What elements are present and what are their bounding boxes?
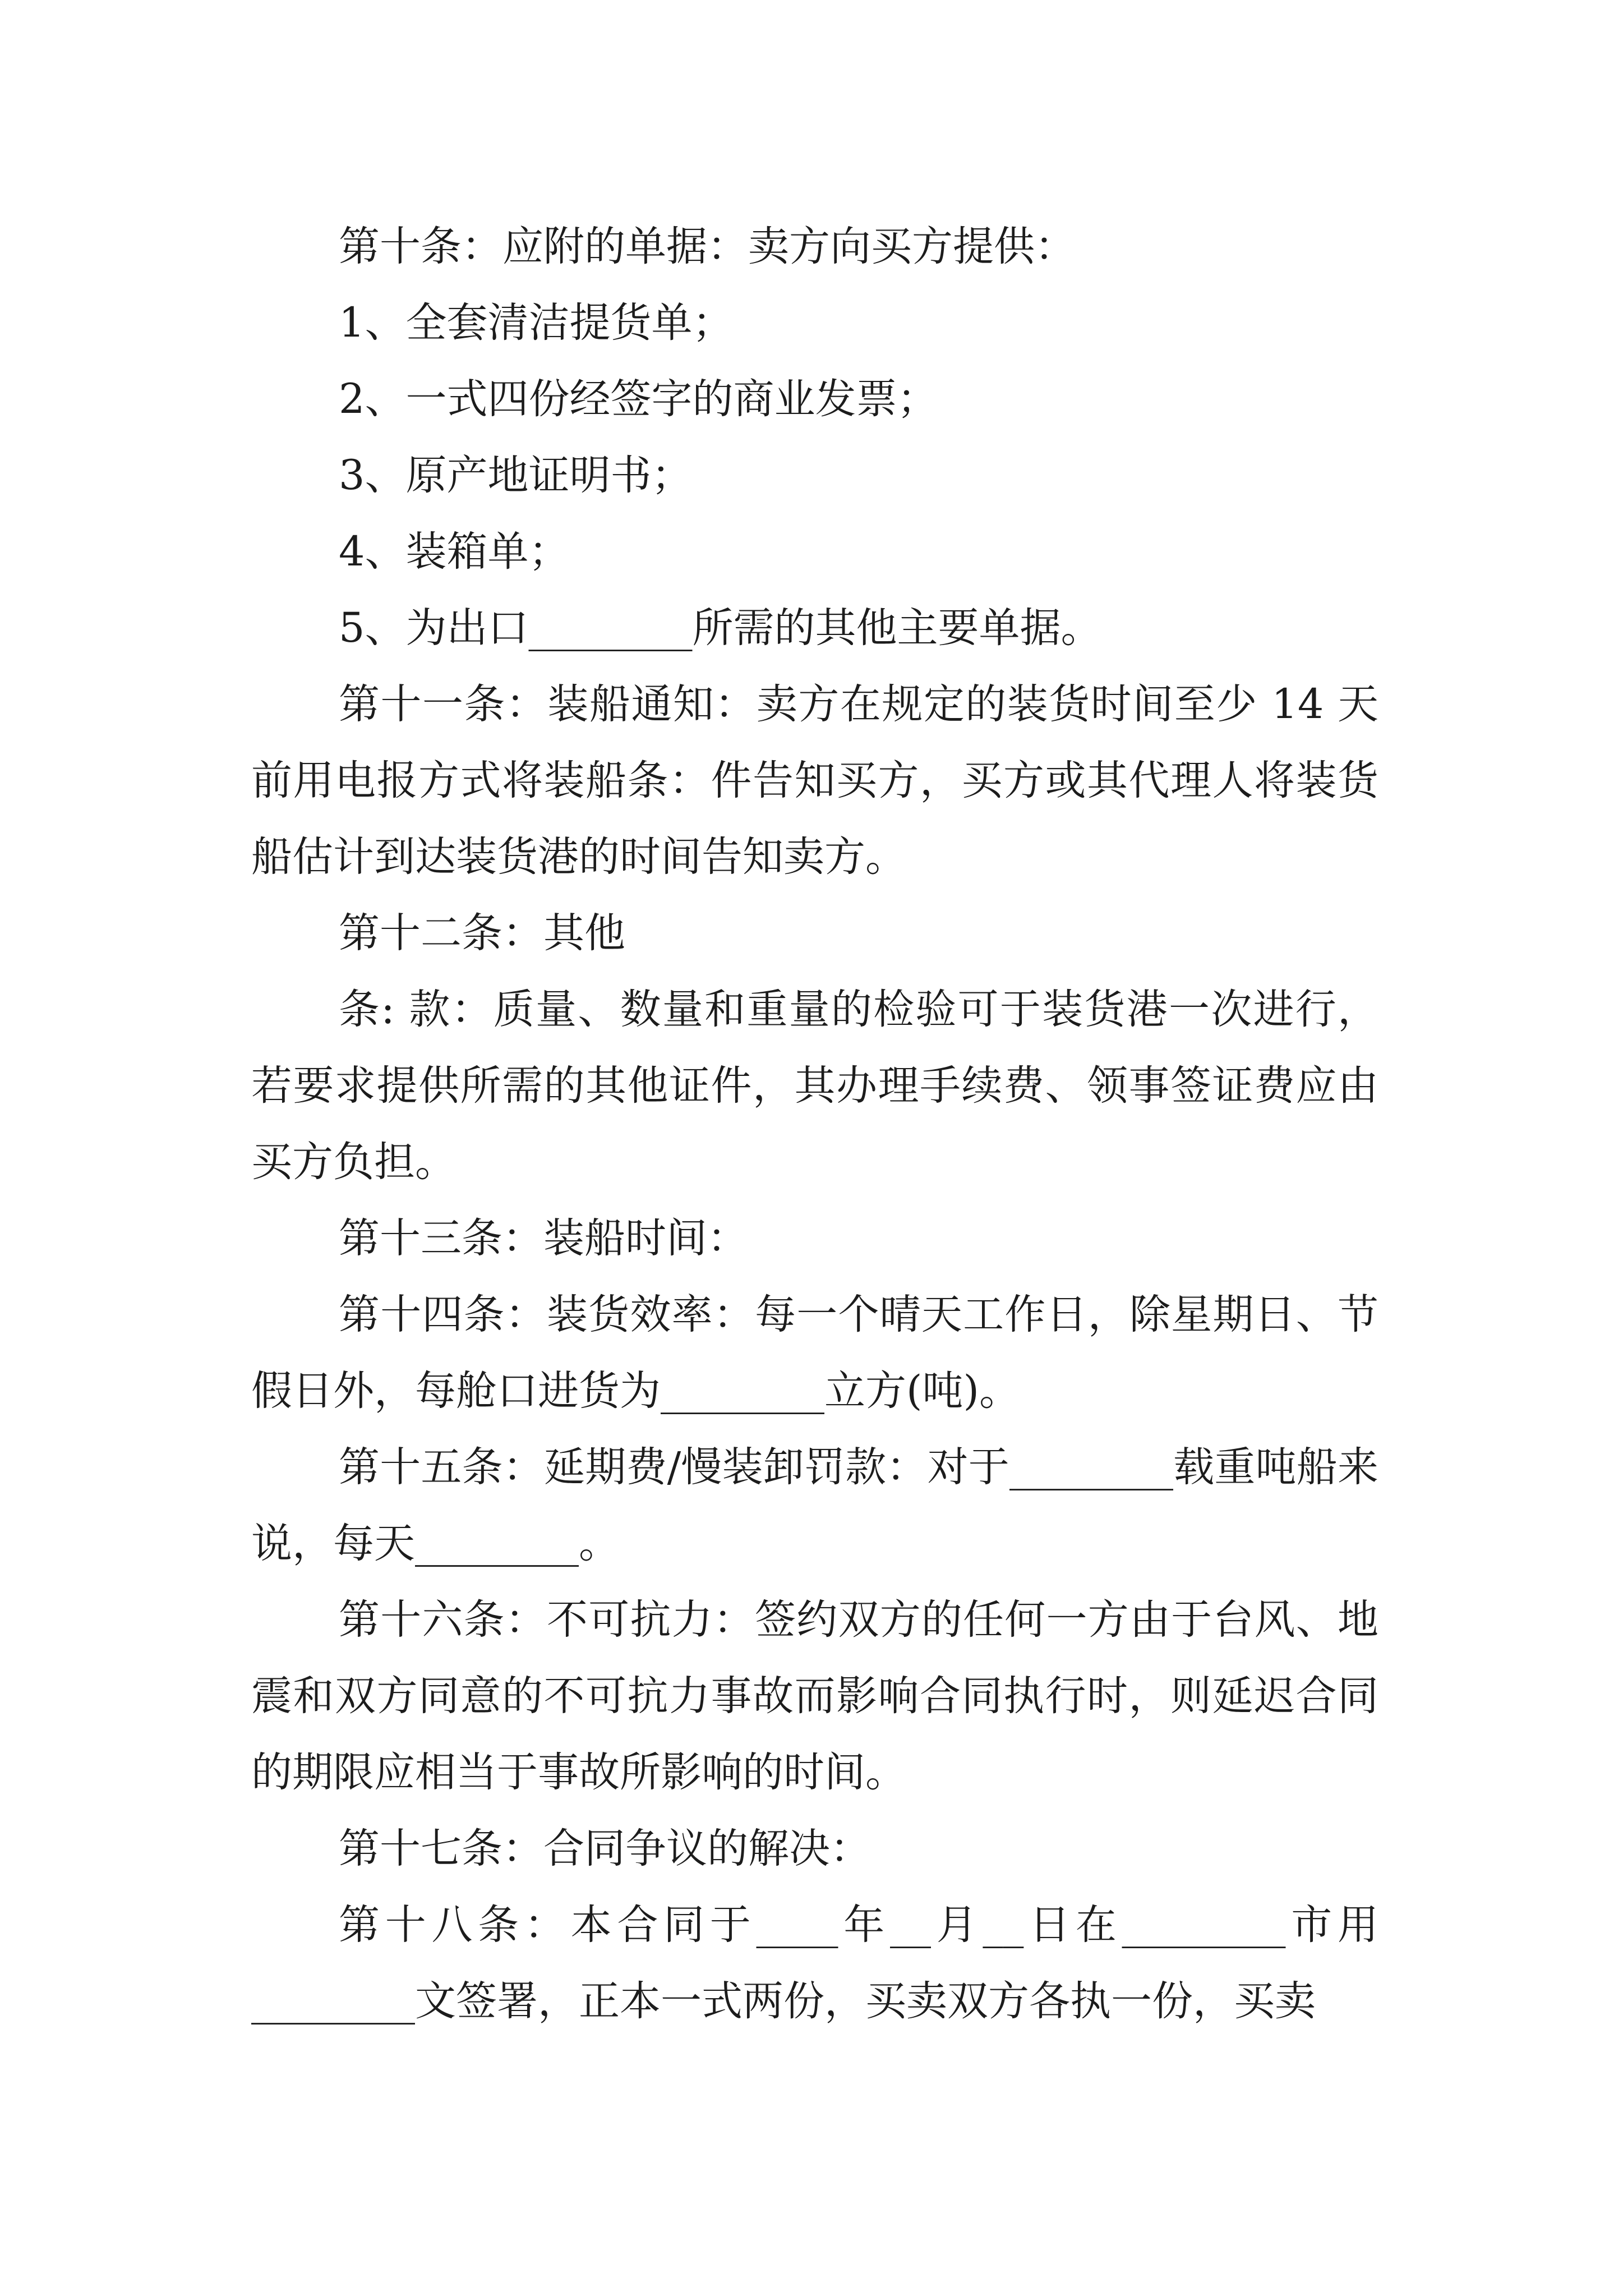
clause-10-title: 第十条：应附的单据：卖方向买方提供： [339,223,1076,270]
clause-12-title: 第十二条：其他 [339,909,625,957]
clause-11: 第十一条：装船通知：卖方在规定的装货时间至少 14 天前用电报方式将装船条：件告知买方，买方或其代理人将装货船估计到达装货港的时间告知卖方。 [251,680,1378,881]
clause-16: 第十六条：不可抗力：签约双方的任何一方由于台风、地震和双方同意的不可抗力事故而影响合同执行时，则延迟合同的期限应相当于事故所影响的时间。 [251,1596,1378,1796]
document-body [251,209,1378,2040]
clause-14: 第十四条：装货效率：每一个晴天工作日，除星期日、节假日外，每舱口进货为________立方(吨)。 [251,1291,1378,1415]
clause-18: 第十八条：本合同于____年__月__日在________市用________文签署，正本一式两份，买卖双方各执一份，买卖 [251,1901,1378,2025]
document-item-1: 1、全套清洁提货单； [339,299,734,347]
document-item-3: 3、原产地证明书； [339,452,693,499]
document-item-5: 5、为出口________所需的其他主要单据。 [339,604,1102,652]
clause-12-body: 条: 款：质量、数量和重量的检验可于装货港一次进行，若要求提供所需的其他证件，其办理手续费、领事签证费应由买方负担。 [251,986,1378,1186]
clause-13: 第十三条：装船时间： [339,1214,748,1262]
document-item-4: 4、装箱单； [339,528,570,576]
clause-15: 第十五条：延期费/慢装卸罚款：对于________载重吨船来说，每天________。 [251,1443,1378,1567]
clause-17: 第十七条：合同争议的解决： [339,1825,871,1872]
document-item-2: 2、一式四份经签字的商业发票； [339,375,938,423]
